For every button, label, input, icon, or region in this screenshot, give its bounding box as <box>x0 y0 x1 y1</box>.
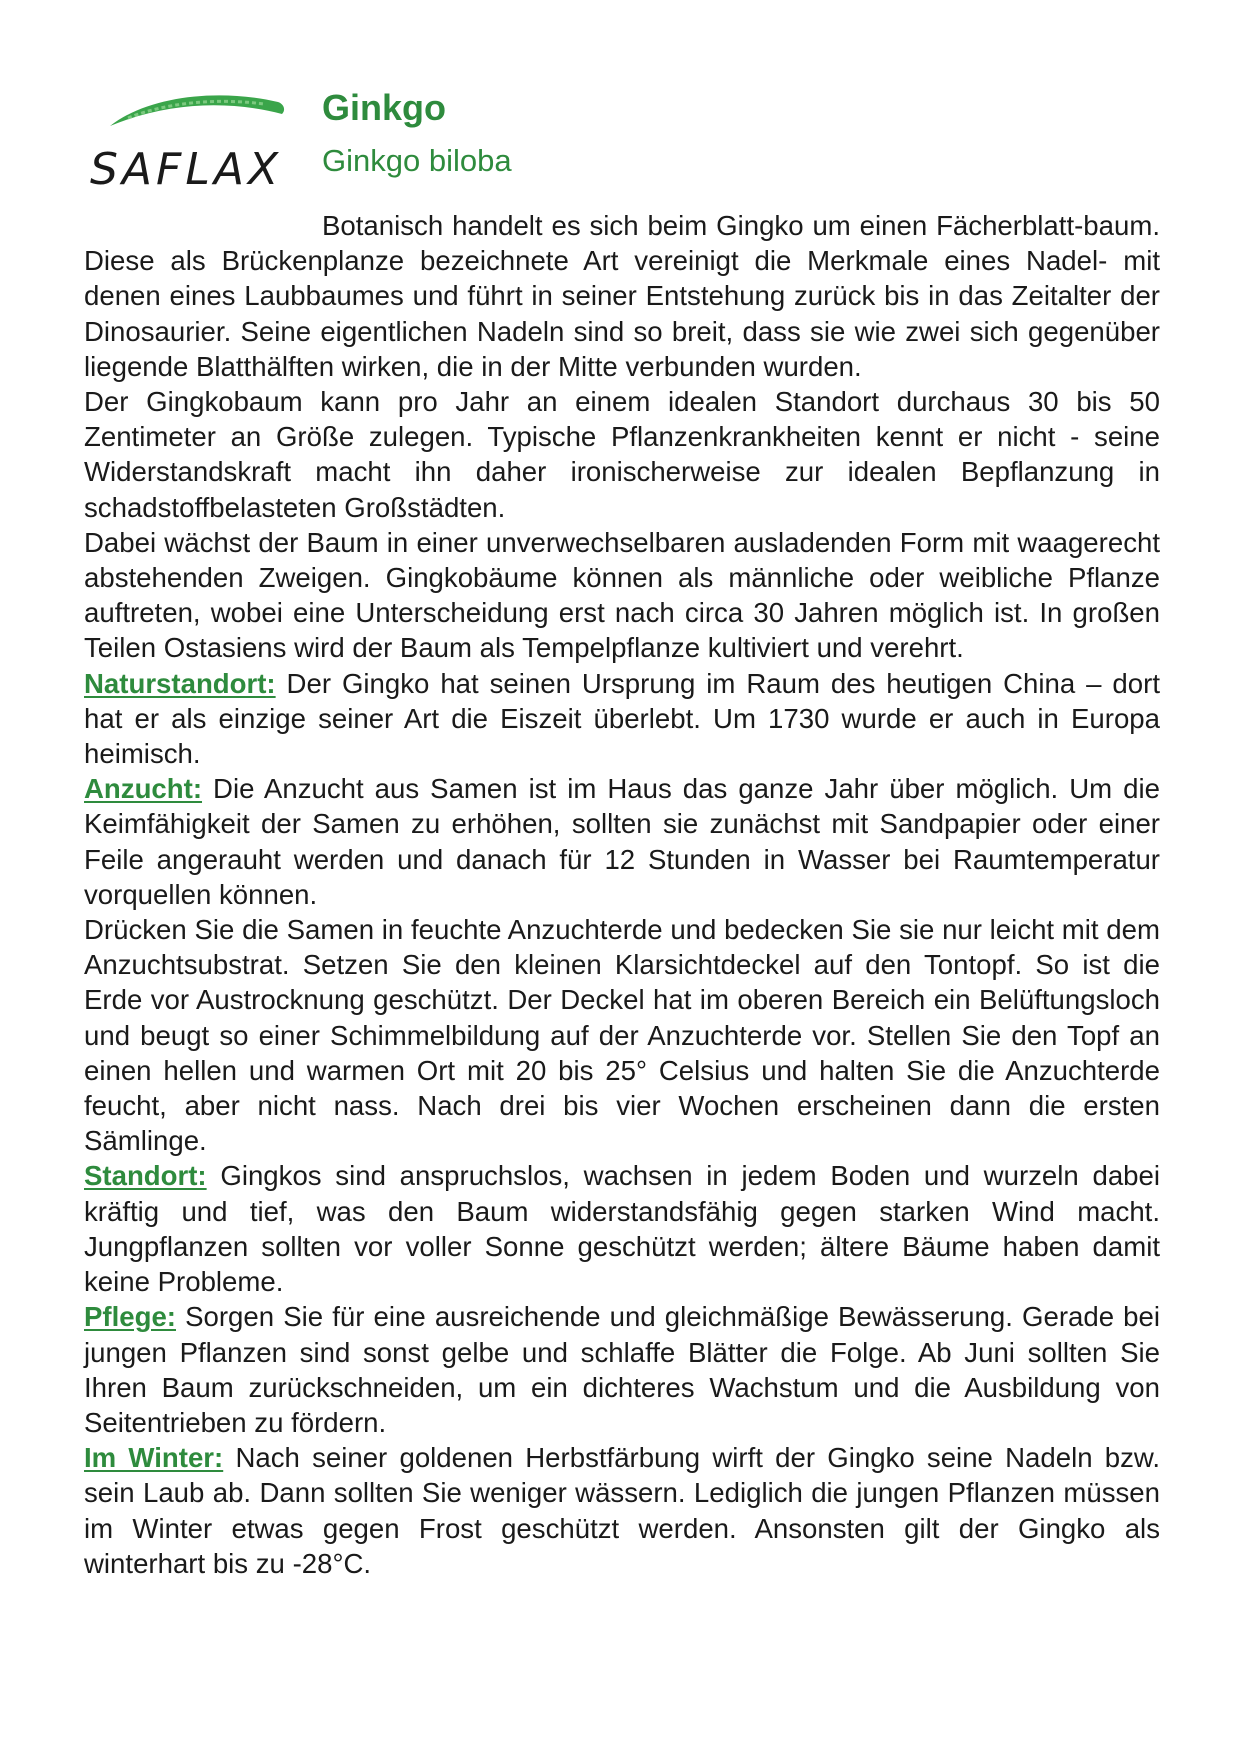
section-anzucht <box>84 771 1160 912</box>
section-label: Pflege: <box>84 1301 176 1333</box>
section-text: Die Anzucht aus Samen ist im Haus das ganze Jahr über möglich. Um die Keimfähigkeit der Samen zu erhöhen, sollten sie zunächst mit Sandpapier oder einer Feile angerauht werden und danach für 12 Stunden in Wasser bei Raumtemperatur vorquellen können. <box>84 773 1160 910</box>
section-naturstandort <box>84 666 1160 772</box>
section-label: Im Winter: <box>84 1442 224 1474</box>
document-body <box>84 208 1160 1581</box>
section-label: Standort: <box>84 1160 207 1192</box>
page-subtitle: Ginkgo biloba <box>322 143 512 178</box>
page-title: Ginkgo <box>322 87 446 128</box>
section-label: Naturstandort: <box>84 667 276 699</box>
section-text: Gingkos sind anspruchslos, wachsen in jedem Boden und wurzeln dabei kräftig und tief, was den Baum widerstandsfähig gegen starken Wind macht. Jungpflanzen sollten vor voller Sonne geschützt werden; ältere Bäume haben damit keine Probleme. <box>84 1160 1160 1298</box>
intro-paragraph-3: Dabei wächst der Baum in einer unverwechselbaren ausladenden Form mit waagerecht abstehenden Zweigen. Gingkobäume können als männliche oder weibliche Pflanze auftreten, wobei eine Unterscheidung erst nach circa 30 Jahren möglich ist. In großen Teilen Ostasiens wird der Baum als Tempelpflanze kultiviert und verehrt. <box>84 526 1160 664</box>
intro-paragraph-2: Der Gingkobaum kann pro Jahr an einem idealen Standort durchaus 30 bis 50 Zentimeter an Größe zulegen. Typische Pflanzenkrankheiten kennt er nicht - seine Widerstandskraft macht ihn daher ironischerweise zur idealen Bepflanzung in schadstoffbelasteten Großstädten. <box>84 386 1160 523</box>
section-anzucht-continued: Drücken Sie die Samen in feuchte Anzuchterde und bedecken Sie sie nur leicht mit dem Anzuchtsubstrat. Setzen Sie den kleinen Klarsichtdeckel auf den Tontopf. So ist die Erde vor Austrocknung geschützt. Der Deckel hat im oberen Bereich ein Belüftungsloch und beugt so einer Schimmelbildung auf der Anzuchterde vor. Stellen Sie den Topf an einen hellen und warmen Ort mit 20 bis 25° Celsius und halten Sie die Anzuchterde feucht, aber nicht nass. Nach drei bis vier Wochen erscheinen dann die ersten Sämlinge. <box>84 914 1160 1157</box>
saflax-logo <box>88 88 298 198</box>
section-winter <box>84 1440 1160 1581</box>
section-pflege <box>84 1299 1160 1440</box>
logo-swoosh-icon <box>88 88 298 198</box>
logo-text: SAFLAX <box>90 144 283 195</box>
section-label: Anzucht: <box>84 773 203 805</box>
section-text: Sorgen Sie für eine ausreichende und gleichmäßige Bewässerung. Gerade bei jungen Pflanzen sind sonst gelbe und schlaffe Blätter die Folge. Ab Juni sollten Sie Ihren Baum zurückschneiden, um ein dichteres Wachstum und die Ausbildung von Seitentrieben zu fördern. <box>84 1301 1160 1438</box>
section-standort <box>84 1158 1160 1299</box>
section-text: Der Gingko hat seinen Ursprung im Raum des heutigen China – dort hat er als einzige seiner Art die Eiszeit überlebt. Um 1730 wurde er auch in Europa heimisch. <box>84 667 1160 770</box>
intro-paragraph-1: Botanisch handelt es sich beim Gingko um einen Fächerblatt-baum. Diese als Brückenplanze bezeichnete Art vereinigt die Merkmale eines Nadel- mit denen eines Laubbaumes und führt in seiner Entstehung zurück bis in das Zeitalter der Dinosaurier. Seine eigentlichen Nadeln sind so breit, dass sie wie zwei sich gegenüber liegende Blatthälften wirken, die in der Mitte verbunden wurden. <box>84 210 1160 382</box>
section-text: Nach seiner goldenen Herbstfärbung wirft der Gingko seine Nadeln bzw. sein Laub ab. Dann sollten Sie weniger wässern. Lediglich die jungen Pflanzen müssen im Winter etwas gegen Frost geschützt werden. Ansonsten gilt der Gingko als winterhart bis zu -28°C. <box>84 1442 1160 1579</box>
